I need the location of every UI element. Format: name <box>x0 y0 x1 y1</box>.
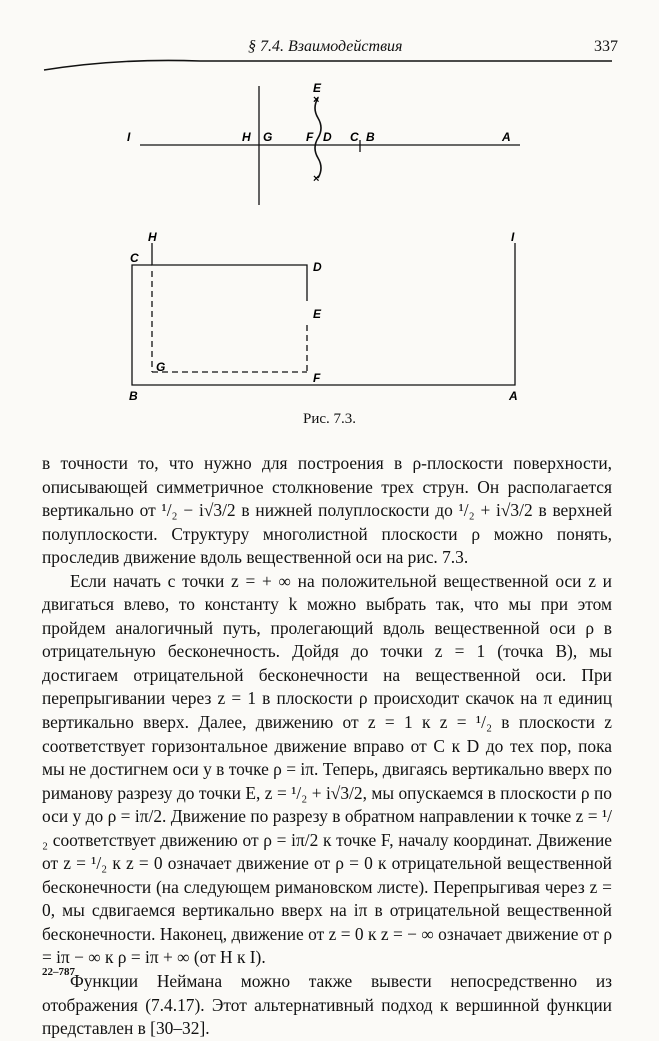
label-top-D: D <box>323 130 332 144</box>
paragraph: в точности то, что нужно для построения в ρ-плоскости поверхности, описывающей симметричное столкновение трех струн. Он располагается вертикально от ¹/₂ − i√3/2 в нижней полуплоскости до ¹/₂ + i√3/2 в верхней полуплоскости. Структуру многолистной плоскости ρ можно понять, проследив движение вдоль вещественной оси на рис. 7.3. <box>42 453 612 568</box>
header-rule <box>44 60 612 70</box>
label-bottom-D: D <box>313 260 322 274</box>
label-bottom-G: G <box>156 360 166 374</box>
section-title: § 7.4. Взаимодействия <box>248 38 403 55</box>
label-top-G: G <box>263 130 273 144</box>
label-bottom-A: A <box>509 389 518 403</box>
label-top-E: E <box>313 81 322 95</box>
path-h-to-e <box>152 243 307 301</box>
figure-7-3 <box>0 0 659 410</box>
body-text <box>42 452 612 1041</box>
paragraph: Функции Неймана можно также вывести непосредственно из отображения (7.4.17). Этот альтернативный подход к вершинной функции представлен в [30–32]. <box>42 971 612 1039</box>
signature-mark: 22–787 <box>42 966 75 978</box>
page-number: 337 <box>594 38 618 55</box>
label-bottom-F: F <box>313 371 321 385</box>
path-b-to-i <box>132 243 515 385</box>
riemann-cut-wave <box>315 98 321 178</box>
cut-bottom-cross: × <box>313 173 320 185</box>
figure-caption: Рис. 7.3. <box>302 411 357 427</box>
paragraph: Если начать с точки z = + ∞ на положительной вещественной оси z и двигаться влево, то константу k можно выбрать так, что мы при этом пройдем аналогичный путь, пролегающий вдоль вещественной оси ρ в отрицательную бесконечность. Дойдя до точки z = 1 (точка B), мы достигаем отрицательной бесконечности на вещественной оси. При перепрыгивании через z = 1 в плоскости ρ происходит скачок на π единиц вертикально вверх. Далее, движению от z = 1 к z = ¹/₂ в плоскости z соответствует горизонтальное движение вправо от C к D до тех пор, пока мы не достигнем оси y в точке ρ = iπ. Теперь, двигаясь вертикально вверх по риманову разрезу до точки E, z = ¹/₂ + i√3/2, мы опускаемся в плоскости ρ по оси y до ρ = iπ/2. Движение по разрезу в обратном направлении к точке z = ¹/₂ соответствует движению от ρ = iπ/2 к точке F, началу координат. Движение от z = ¹/₂ к z = 0 означает движение от ρ = 0 к отрицательной вещественной бесконечности (на следующем римановском листе). Перепрыгивая через z = 0, мы сдвигаемся вертикально вверх на iπ в отрицательной вещественной бесконечности. Наконец, движение от z = 0 к z = − ∞ означает движение от ρ = iπ − ∞ к ρ = iπ + ∞ (от H к I). <box>42 570 612 968</box>
label-bottom-B: B <box>129 389 138 403</box>
label-bottom-I: I <box>511 230 515 244</box>
figure-bottom-rho-plane <box>129 230 518 403</box>
label-top-A: A <box>502 130 511 144</box>
label-top-H: H <box>242 130 251 144</box>
label-bottom-H: H <box>148 230 157 244</box>
label-top-B: B <box>366 130 375 144</box>
figure-top-axis-diagram <box>127 81 520 205</box>
cut-top-cross: × <box>313 94 320 106</box>
label-top-C: C <box>350 130 359 144</box>
label-top-I: I <box>127 130 131 144</box>
label-bottom-C: C <box>130 251 139 265</box>
label-top-F: F <box>306 130 314 144</box>
label-bottom-E: E <box>313 307 322 321</box>
